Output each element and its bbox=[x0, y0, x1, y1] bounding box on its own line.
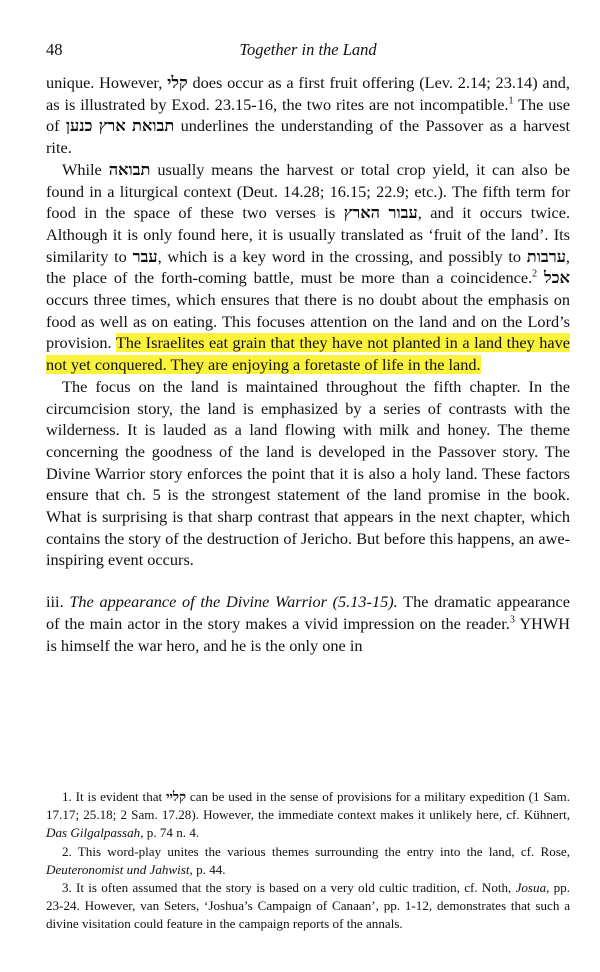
hebrew-word: עבר bbox=[132, 246, 158, 266]
highlighted-text[interactable]: The Israelites eat grain that they have not planted in a land they have not yet conquered. They are enjoying a foretaste of life in the land. bbox=[46, 333, 570, 375]
footnote-1 bbox=[46, 788, 570, 843]
text-span: , which is a key word in the crossing, and possibly to bbox=[157, 246, 527, 266]
page-number: 48 bbox=[46, 40, 63, 59]
footnote-2 bbox=[46, 843, 570, 879]
footnotes bbox=[46, 788, 570, 934]
section-paragraph bbox=[46, 591, 570, 656]
text-span: YHWH is himself the war hero, and he is the only one in bbox=[46, 613, 571, 655]
hebrew-word: קליי bbox=[166, 789, 187, 804]
text-span: usually means the harvest or total crop yield, it can also be found in a liturgical context (Deut. 14.28; 16.15; 22.9; etc.). The fifth term for food in the space of these two verses is bbox=[46, 159, 570, 223]
text-span bbox=[537, 268, 544, 287]
text-span: 2. This word-play unites the various themes surrounding the entry into the land, cf. Rose, bbox=[62, 843, 570, 859]
text-span: underlines the understanding of the Passover as a harvest rite. bbox=[46, 116, 570, 158]
text-span: , p. 74 n. 4. bbox=[140, 825, 200, 841]
text-span: The use of bbox=[46, 94, 570, 136]
hebrew-word: אכל bbox=[543, 268, 571, 288]
hebrew-word: ערבות bbox=[526, 246, 566, 266]
footnote-3 bbox=[46, 879, 570, 934]
text-span: While bbox=[62, 159, 109, 179]
section-heading: The appearance of the Divine Warrior (5.13-15). bbox=[69, 592, 398, 612]
cited-title: Deuteronomist und Jahwist bbox=[46, 861, 190, 877]
page-header bbox=[46, 40, 570, 64]
running-title: Together in the Land bbox=[239, 40, 377, 59]
cited-title: Das Gilgalpassah bbox=[46, 825, 141, 841]
text-span: , p. 44. bbox=[189, 861, 226, 877]
text-span: can be used in the sense of provisions for a military expedition (1 Sam. 17.17; 25.18; 2 Sam. 17.28). However, the immediate context makes it unlikely here, cf. Kühnert, bbox=[46, 789, 570, 823]
hebrew-phrase: תבואת ארץ כנען bbox=[65, 116, 175, 136]
hebrew-word: קלי bbox=[167, 73, 188, 92]
text-span: 3. It is often assumed that the story is based on a very old cultic tradition, cf. Noth, bbox=[62, 880, 516, 896]
text-span: does occur as a first fruit offering (Lev. 2.14; 23.14) and, as is illustrated by Exod. 23.15-16, the two rites are not incompatible. bbox=[46, 73, 570, 114]
text-span: 1. It is evident that bbox=[62, 789, 167, 804]
text-span: unique. However, bbox=[46, 73, 168, 92]
text-span: , pp. 23-24. However, van Seters, ‘Joshua’s Campaign of Canaan’, pp. 1-12, demonstrates that such a divine visitation could feature in the campaign reports of the annals. bbox=[46, 880, 570, 932]
text-span: The dramatic appearance of the main actor in the story makes a vivid impression on the reader. bbox=[46, 592, 570, 633]
footnote-marker-2: 2 bbox=[532, 268, 538, 280]
footnote-marker-3: 3 bbox=[509, 614, 515, 626]
paragraph-1 bbox=[46, 72, 570, 159]
main-text bbox=[46, 72, 570, 656]
cited-title: Josua bbox=[515, 880, 547, 896]
text-span: occurs three times, which ensures that there is no doubt about the emphasis on food as well as on eating. This focuses attention on the land and on the Lord’s provision. bbox=[46, 290, 570, 353]
paragraph-2 bbox=[46, 159, 570, 376]
text-span: , and it occurs twice. Although it is only found here, it is usually translated as ‘fruit of the land’. Its similarity to bbox=[46, 203, 571, 266]
hebrew-phrase: עבור הארץ bbox=[343, 203, 418, 223]
text-span: , the place of the forth-coming battle, must be more than a coincidence. bbox=[46, 246, 570, 288]
text-span: iii. bbox=[46, 592, 70, 612]
hebrew-word: תבואה bbox=[108, 159, 151, 179]
footnote-marker-1: 1 bbox=[508, 95, 514, 107]
paragraph-3: The focus on the land is maintained throughout the fifth chapter. In the circumcision story, the land is emphasized by a series of contrasts with the wilderness. It is lauded as a land flowing with milk and honey. The theme concerning the goodness of the land is developed in the Passover story. The Divine Warrior story enforces the point that it is also a holy land. These factors ensure that ch. 5 is the strongest statement of the land promise in the book. What is surprising is that sharp contrast that appears in the next chapter, which contains the story of the destruction of Jericho. But before this happens, an awe-inspiring event occurs. bbox=[46, 376, 570, 570]
